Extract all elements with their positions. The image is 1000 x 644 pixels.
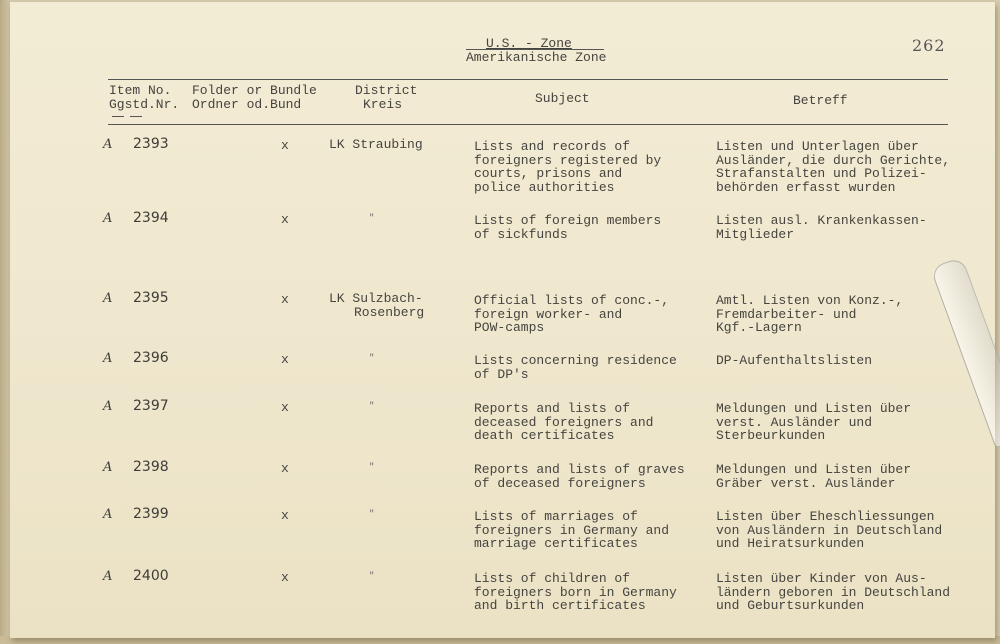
subject-line: Lists of children of: [474, 571, 631, 586]
bundle-mark: x: [281, 138, 289, 153]
item-dash: [112, 116, 124, 117]
betreff-line: Gräber verst. Ausländer: [716, 475, 896, 491]
row-mark: A: [103, 399, 113, 414]
item-dash: [130, 116, 142, 117]
subject-line: foreigners in Germany and: [474, 522, 670, 538]
col-district-de: Kreis: [363, 97, 403, 112]
subject-line: deceased foreigners and: [474, 414, 654, 430]
row-mark: A: [103, 569, 113, 584]
col-subject: Subject: [535, 91, 590, 106]
col-betreff: Betreff: [793, 93, 848, 108]
bundle-mark: x: [281, 461, 289, 476]
betreff-line: Listen und Unterlagen über: [716, 139, 919, 154]
bundle-mark: x: [281, 508, 289, 523]
district-text: LK Sulzbach-: [329, 291, 423, 306]
betreff-line: Meldungen und Listen über: [716, 401, 912, 416]
subject-line: Lists and records of: [474, 139, 631, 154]
betreff-line: und Geburtsurkunden: [716, 598, 865, 614]
item-number: 2395: [133, 290, 169, 306]
subject-line: marriage certificates: [474, 536, 638, 552]
item-number: 2396: [133, 350, 169, 366]
betreff-line: behörden erfasst wurden: [716, 179, 896, 195]
subject-line: foreigners born in Germany: [474, 584, 677, 600]
row-mark: A: [103, 507, 113, 522]
subject-line: foreigners registered by: [474, 152, 662, 168]
bundle-mark: x: [281, 400, 289, 415]
betreff-line: Fremdarbeiter- und: [716, 306, 857, 322]
betreff-line: Listen über Eheschliessungen: [716, 509, 935, 524]
item-number: 2400: [133, 568, 169, 584]
district-ditto: ": [369, 462, 375, 472]
betreff-line: ländern geboren in Deutschland: [716, 584, 951, 600]
item-number: 2398: [133, 459, 169, 475]
subject-line: death certificates: [474, 428, 615, 444]
bundle-mark: x: [281, 212, 289, 227]
district-ditto: ": [369, 213, 375, 223]
subject-line: Official lists of conc.-,: [474, 293, 670, 308]
subject-line: Lists of marriages of: [474, 509, 638, 524]
row-mark: A: [103, 211, 113, 226]
district-ditto: ": [369, 571, 375, 581]
subject-line: Reports and lists of: [474, 401, 631, 416]
bundle-mark: x: [281, 570, 289, 585]
row-mark: A: [103, 351, 113, 366]
header-bottom-rule: [108, 124, 948, 125]
betreff-line: Strafanstalten und Polizei-: [716, 166, 927, 182]
subject-line: foreign worker- and: [474, 306, 623, 322]
betreff-line: Listen ausl. Krankenkassen-: [716, 213, 927, 228]
row-mark: A: [103, 137, 113, 152]
district-text: Rosenberg: [354, 305, 425, 320]
district-ditto: ": [369, 401, 375, 411]
zone-title: U.S. - Zone: [486, 36, 572, 51]
row-mark: A: [103, 460, 113, 475]
col-folder-en: Folder or Bundle: [192, 83, 317, 98]
district-text: LK Straubing: [329, 137, 423, 152]
subject-line: Lists of foreign members: [474, 213, 662, 228]
bundle-mark: x: [281, 292, 289, 307]
bundle-mark: x: [281, 352, 289, 367]
subject-line: police authorities: [474, 179, 615, 195]
item-number: 2397: [133, 398, 169, 414]
subject-line: of DP's: [474, 366, 529, 382]
item-number: 2394: [133, 210, 169, 226]
betreff-line: verst. Ausländer und: [716, 414, 873, 430]
district-ditto: ": [369, 353, 375, 363]
district-ditto: ": [369, 509, 375, 519]
col-folder-de: Ordner od.Bund: [192, 97, 302, 112]
betreff-line: Meldungen und Listen über: [716, 462, 912, 477]
subject-line: of sickfunds: [474, 226, 568, 242]
betreff-line: Ausländer, die durch Gerichte,: [716, 152, 951, 168]
betreff-line: Mitglieder: [716, 226, 795, 242]
subject-line: courts, prisons and: [474, 166, 623, 182]
col-item-en: Item No.: [109, 83, 172, 98]
page-number: 262: [912, 36, 946, 55]
subject-line: POW-camps: [474, 320, 545, 336]
betreff-line: Amtl. Listen von Konz.-,: [716, 293, 904, 308]
subject-line: of deceased foreigners: [474, 475, 646, 491]
betreff-line: Listen über Kinder von Aus-: [716, 571, 927, 586]
betreff-line: Kgf.-Lagern: [716, 320, 802, 336]
row-mark: A: [103, 291, 113, 306]
col-item-de: Ggstd.Nr.: [109, 97, 180, 112]
betreff-line: DP-Aufenthaltslisten: [716, 353, 873, 368]
header-top-rule: [108, 79, 948, 80]
subject-line: Reports and lists of graves: [474, 462, 685, 477]
item-number: 2393: [133, 136, 169, 152]
betreff-line: Sterbeurkunden: [716, 428, 826, 444]
betreff-line: von Ausländern in Deutschland: [716, 522, 943, 538]
col-district-en: District: [355, 83, 418, 98]
zone-subtitle: Amerikanische Zone: [466, 50, 607, 65]
subject-line: and birth certificates: [474, 598, 646, 614]
betreff-line: und Heiratsurkunden: [716, 536, 865, 552]
item-number: 2399: [133, 506, 169, 522]
subject-line: Lists concerning residence: [474, 353, 677, 368]
